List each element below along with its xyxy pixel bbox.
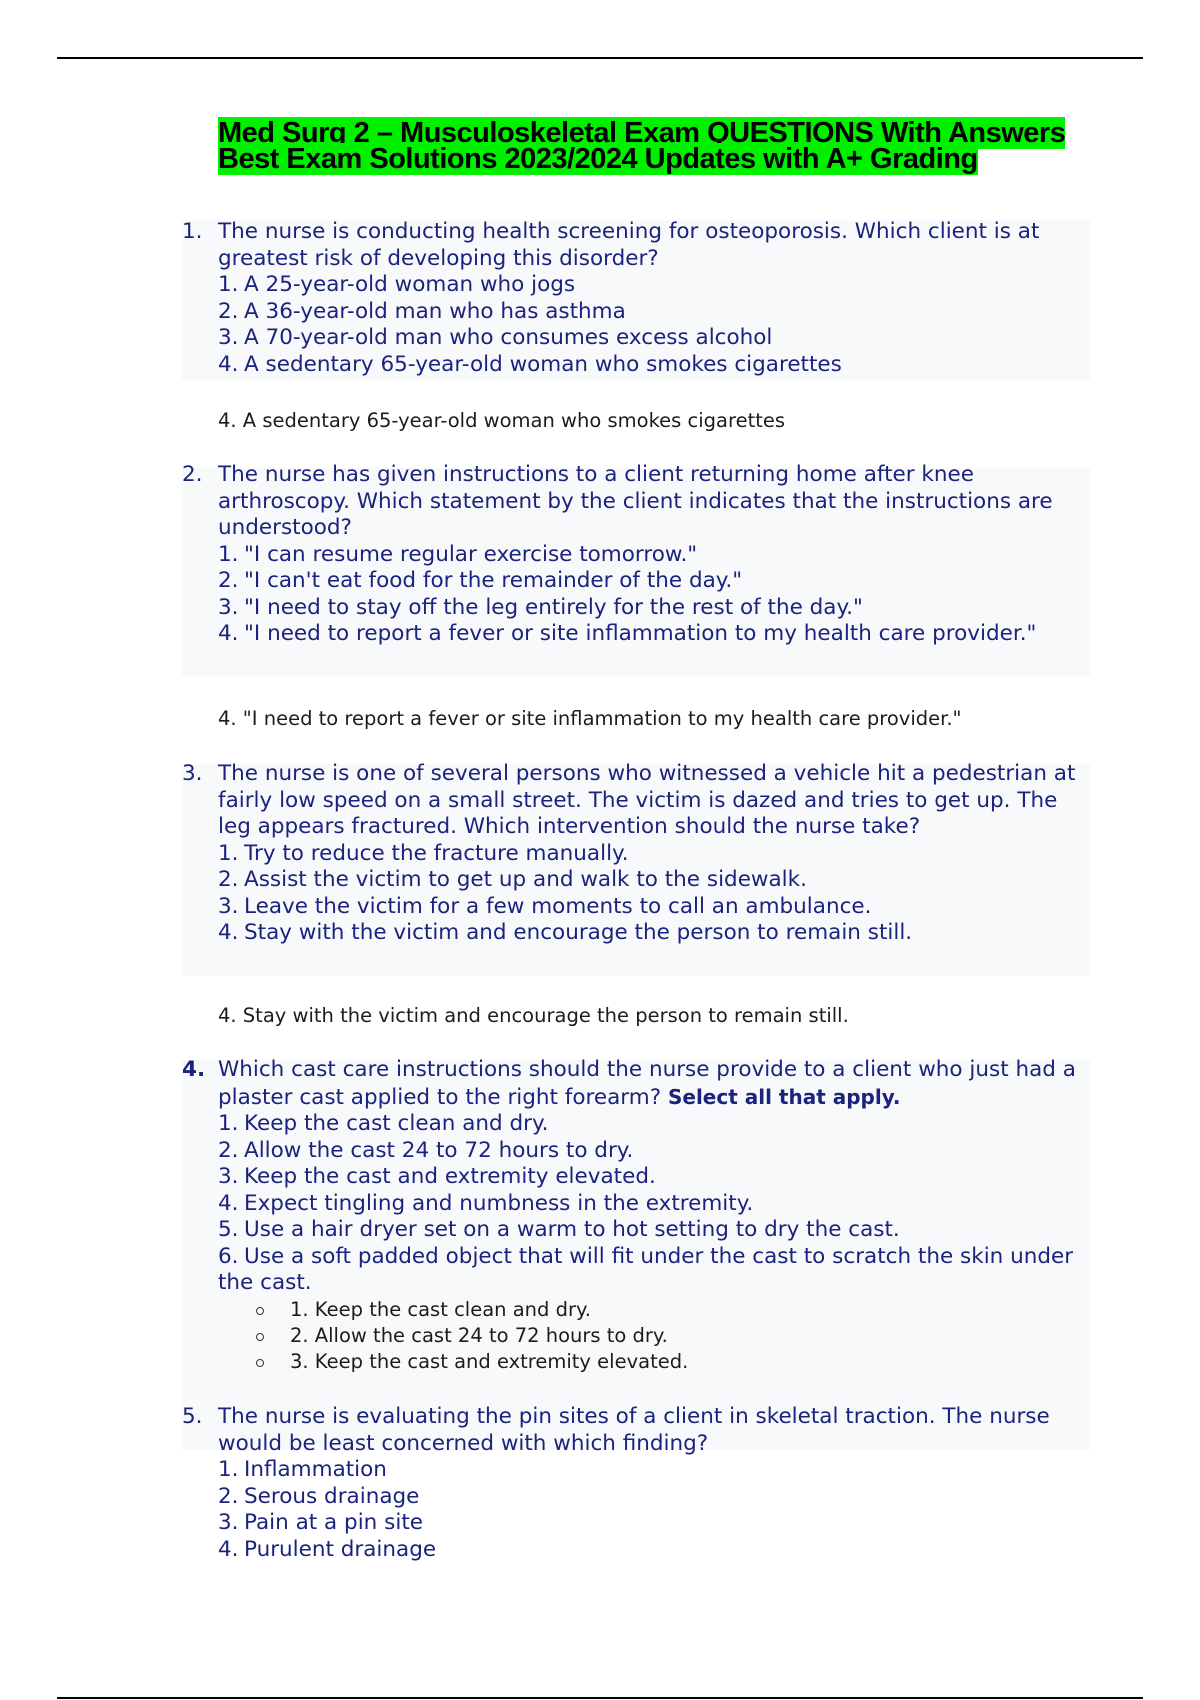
option-text: A 36-year-old man who has asthma	[244, 298, 626, 324]
answer-item	[218, 1323, 1082, 1349]
option-number: 2.	[218, 1483, 239, 1509]
option-text: Stay with the victim and encourage the person to remain still.	[244, 920, 913, 945]
question-3-answer: 4. Stay with the victim and encourage the person to remain still.	[218, 1004, 849, 1027]
option-number: 4.	[218, 621, 239, 646]
option-text: "I can't eat food for the remainder of the day."	[244, 568, 743, 593]
question-text: The nurse is conducting health screening for osteoporosis. Which client is at greatest risk of developing this disorder?	[218, 219, 1040, 271]
question-2	[182, 462, 1082, 648]
option-text: Leave the victim for a few moments to call an ambulance.	[244, 893, 872, 919]
answer-item	[218, 1349, 1082, 1375]
question-number: 2.	[182, 462, 203, 487]
option-text: Inflammation	[244, 1457, 387, 1482]
option	[218, 1164, 1082, 1191]
answer-text: 1. Keep the cast clean and dry.	[290, 1297, 591, 1321]
option	[218, 352, 1082, 379]
option-number: 1.	[218, 1457, 239, 1482]
option	[218, 1510, 1082, 1537]
footer-rule	[57, 1697, 1143, 1699]
option	[218, 1111, 1082, 1138]
option-text: Purulent drainage	[244, 1536, 437, 1562]
bullet-circle-icon	[256, 1359, 264, 1367]
option-text: "I can resume regular exercise tomorrow."	[244, 541, 698, 567]
question-2-answer: 4. "I need to report a fever or site inflammation to my health care provider."	[218, 707, 962, 730]
option	[218, 867, 1082, 894]
option-number: 3.	[218, 1510, 239, 1535]
option-text: A sedentary 65-year-old woman who smokes cigarettes	[244, 351, 842, 377]
option	[218, 1484, 1082, 1511]
option	[218, 621, 1082, 648]
option-list	[218, 272, 1082, 378]
question-text: The nurse has given instructions to a client returning home after knee arthroscopy. Which statement by the client indicates that the instructions are understood?	[218, 462, 1053, 540]
question-3	[182, 761, 1082, 947]
option-number: 2.	[218, 1137, 239, 1163]
header-rule	[57, 57, 1143, 59]
option-number: 4.	[218, 1190, 239, 1216]
option	[218, 1244, 1082, 1297]
bullet-circle-icon	[256, 1333, 264, 1341]
option-text: Expect tingling and numbness in the extremity.	[244, 1190, 754, 1216]
option-text: Use a soft padded object that will fit under the cast to scratch the skin under the cast.	[218, 1243, 1074, 1295]
question-text-main: Which cast care instructions should the nurse provide to a client who just had a plaster cast applied to the right forearm?	[218, 1057, 1076, 1110]
question-number: 4.	[182, 1057, 206, 1082]
option-text: Keep the cast clean and dry.	[244, 1111, 549, 1136]
question-text: The nurse is evaluating the pin sites of a client in skeletal traction. The nurse would be least concerned with which finding?	[218, 1404, 1050, 1456]
question-5	[182, 1404, 1082, 1563]
question-1	[182, 219, 1082, 378]
bullet-circle-icon	[256, 1307, 264, 1315]
option-number: 1.	[218, 1111, 239, 1136]
option	[218, 568, 1082, 595]
option-text: "I need to report a fever or site inflammation to my health care provider."	[244, 621, 1037, 646]
question-text	[218, 1057, 1082, 1111]
option	[218, 841, 1082, 868]
option	[218, 894, 1082, 921]
option	[218, 272, 1082, 299]
option	[218, 595, 1082, 622]
question-4	[182, 1057, 1082, 1375]
option	[218, 1457, 1082, 1484]
option	[218, 299, 1082, 326]
option-text: Assist the victim to get up and walk to the sidewalk.	[244, 867, 807, 892]
option-number: 5.	[218, 1217, 239, 1242]
answer-text: 3. Keep the cast and extremity elevated.	[290, 1349, 689, 1373]
option	[218, 1191, 1082, 1218]
option-number: 3.	[218, 1164, 239, 1189]
option-list	[218, 841, 1082, 947]
select-all-note: Select all that apply.	[667, 1084, 901, 1109]
option	[218, 920, 1082, 947]
option-number: 6.	[218, 1243, 239, 1269]
document-title-text: Med Surg 2 – Musculoskeletal Exam QUESTIONS With Answers Best Exam Solutions 2023/2024 Updates with A+ Grading	[218, 117, 1066, 175]
option-number: 2.	[218, 867, 239, 892]
option-number: 4.	[218, 920, 239, 945]
option-list	[218, 542, 1082, 648]
option	[218, 542, 1082, 569]
option-number: 2.	[218, 298, 239, 324]
option-number: 2.	[218, 568, 239, 593]
document-title	[218, 117, 1088, 175]
option-text: A 70-year-old man who consumes excess alcohol	[244, 325, 773, 350]
question-1-answer: 4. A sedentary 65-year-old woman who smokes cigarettes	[218, 409, 786, 432]
option-list	[218, 1457, 1082, 1563]
option-number: 4.	[218, 1536, 239, 1562]
option-text: Use a hair dryer set on a warm to hot setting to dry the cast.	[244, 1217, 900, 1242]
option-number: 3.	[218, 594, 239, 620]
option-text: Pain at a pin site	[244, 1510, 423, 1535]
option-text: A 25-year-old woman who jogs	[244, 272, 576, 297]
option-number: 3.	[218, 325, 239, 350]
option-list	[218, 1111, 1082, 1297]
option-number: 3.	[218, 893, 239, 919]
option-text: Allow the cast 24 to 72 hours to dry.	[244, 1137, 634, 1163]
question-number: 1.	[182, 219, 203, 244]
option	[218, 325, 1082, 352]
option	[218, 1138, 1082, 1165]
option-text: Try to reduce the fracture manually.	[244, 840, 629, 866]
option-text: "I need to stay off the leg entirely for the rest of the day."	[244, 594, 863, 620]
option	[218, 1537, 1082, 1564]
answer-text: 2. Allow the cast 24 to 72 hours to dry.	[290, 1323, 668, 1347]
option-number: 1.	[218, 272, 239, 297]
option-text: Serous drainage	[244, 1483, 420, 1509]
question-text: The nurse is one of several persons who witnessed a vehicle hit a pedestrian at fairly low speed on a small street. The victim is dazed and tries to get up. The leg appears fractured. Which intervention should the nurse take?	[218, 761, 1076, 839]
answer-list	[218, 1297, 1082, 1375]
question-number: 3.	[182, 761, 203, 786]
option	[218, 1217, 1082, 1244]
question-number: 5.	[182, 1404, 203, 1429]
option-number: 4.	[218, 351, 239, 377]
option-number: 1.	[218, 541, 239, 567]
answer-item	[218, 1297, 1082, 1323]
option-text: Keep the cast and extremity elevated.	[244, 1164, 656, 1189]
option-number: 1.	[218, 840, 239, 866]
